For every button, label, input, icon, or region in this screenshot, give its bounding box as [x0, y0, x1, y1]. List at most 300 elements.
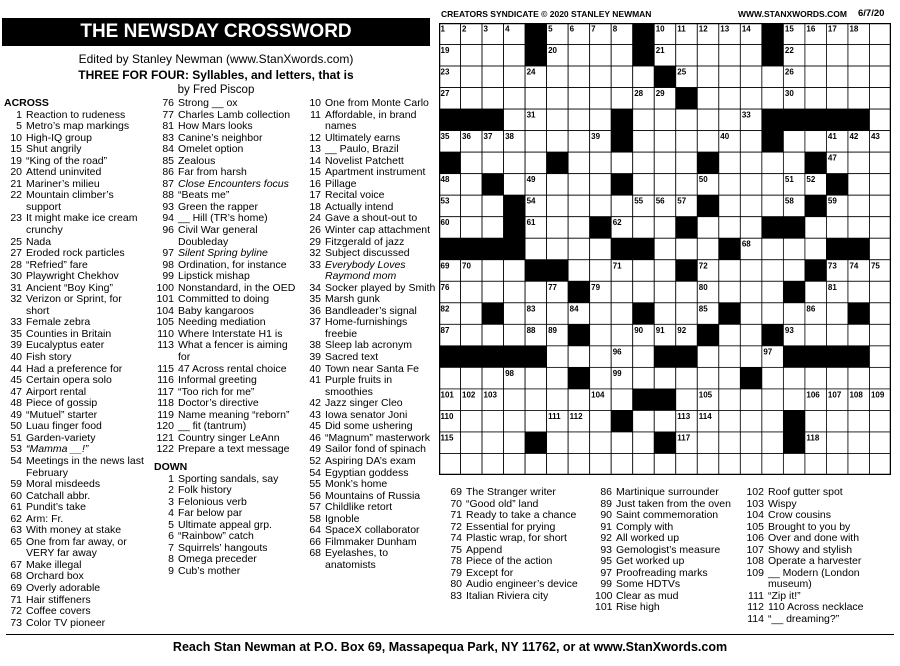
grid-cell[interactable]: [654, 281, 676, 303]
grid-cell[interactable]: [719, 324, 741, 346]
grid-cell[interactable]: [805, 281, 827, 303]
grid-cell[interactable]: [633, 281, 655, 303]
grid-cell[interactable]: [826, 432, 848, 454]
grid-cell[interactable]: [633, 367, 655, 389]
grid-cell[interactable]: [547, 109, 569, 131]
grid-cell[interactable]: [654, 260, 676, 282]
grid-cell[interactable]: [504, 389, 526, 411]
grid-cell[interactable]: [568, 195, 590, 217]
grid-cell[interactable]: [848, 195, 870, 217]
grid-cell[interactable]: [762, 195, 784, 217]
grid-cell[interactable]: [525, 389, 547, 411]
grid-cell[interactable]: [525, 281, 547, 303]
grid-cell[interactable]: [525, 367, 547, 389]
grid-cell[interactable]: [869, 303, 891, 325]
grid-cell[interactable]: [525, 238, 547, 260]
grid-cell[interactable]: [504, 152, 526, 174]
grid-cell[interactable]: [783, 152, 805, 174]
grid-cell[interactable]: [461, 453, 483, 475]
grid-cell[interactable]: [676, 174, 698, 196]
footer-contact: Reach Stan Newman at P.O. Box 69, Massapequa Park, NY 11762, or at www.StanXwords.com: [172, 640, 728, 654]
clue-text: Purple fruits in smoothies: [325, 374, 393, 398]
grid-cell[interactable]: [697, 45, 719, 67]
grid-cell[interactable]: [676, 45, 698, 67]
grid-cell[interactable]: [633, 152, 655, 174]
cell-number: 99: [612, 368, 622, 378]
black-square: [762, 131, 784, 153]
grid-cell[interactable]: [805, 88, 827, 110]
grid-cell[interactable]: [740, 281, 762, 303]
grid-cell[interactable]: [568, 109, 590, 131]
grid-cell[interactable]: [504, 303, 526, 325]
grid-cell[interactable]: [697, 109, 719, 131]
grid-cell[interactable]: [504, 66, 526, 88]
grid-cell[interactable]: [461, 281, 483, 303]
grid-cell[interactable]: [504, 109, 526, 131]
grid-cell[interactable]: [740, 152, 762, 174]
grid-cell[interactable]: [547, 131, 569, 153]
grid-cell[interactable]: [740, 324, 762, 346]
clue-number: 34: [309, 281, 321, 294]
clue-text: Monk’s home: [325, 478, 388, 491]
grid-cell[interactable]: [869, 346, 891, 368]
grid-cell[interactable]: [805, 324, 827, 346]
grid-cell[interactable]: [869, 152, 891, 174]
grid-cell[interactable]: [504, 88, 526, 110]
grid-cell[interactable]: [611, 453, 633, 475]
clue-item: [744, 510, 898, 522]
grid-cell[interactable]: [762, 152, 784, 174]
grid-cell[interactable]: [654, 217, 676, 239]
grid-cell[interactable]: [762, 174, 784, 196]
grid-cell[interactable]: [482, 410, 504, 432]
grid-cell[interactable]: [504, 260, 526, 282]
cell-number: 35: [440, 132, 450, 142]
grid-cell[interactable]: [697, 367, 719, 389]
grid-cell[interactable]: [611, 432, 633, 454]
grid-cell[interactable]: [719, 389, 741, 411]
grid-cell[interactable]: [590, 66, 612, 88]
grid-cell[interactable]: [783, 238, 805, 260]
grid-cell[interactable]: [590, 109, 612, 131]
grid-cell[interactable]: [740, 45, 762, 67]
grid-cell[interactable]: [740, 174, 762, 196]
grid-cell[interactable]: [740, 217, 762, 239]
grid-cell[interactable]: [568, 453, 590, 475]
grid-cell[interactable]: [590, 303, 612, 325]
grid-cell[interactable]: [590, 324, 612, 346]
grid-cell[interactable]: [869, 66, 891, 88]
grid-cell[interactable]: [805, 453, 827, 475]
grid-cell[interactable]: [568, 389, 590, 411]
grid-cell[interactable]: [504, 174, 526, 196]
grid-cell[interactable]: [461, 367, 483, 389]
grid-cell[interactable]: [590, 367, 612, 389]
grid-cell[interactable]: [568, 238, 590, 260]
grid-cell[interactable]: [654, 367, 676, 389]
cell-number: 73: [827, 261, 837, 271]
grid-cell[interactable]: [439, 367, 461, 389]
grid-cell[interactable]: [719, 88, 741, 110]
grid-cell[interactable]: [719, 281, 741, 303]
grid-cell[interactable]: [805, 66, 827, 88]
grid-cell[interactable]: [633, 260, 655, 282]
grid-cell[interactable]: [869, 324, 891, 346]
grid-cell[interactable]: [504, 281, 526, 303]
clue-text: Brought to you by: [768, 520, 851, 533]
grid-cell[interactable]: [869, 432, 891, 454]
grid-cell[interactable]: [547, 346, 569, 368]
grid-cell[interactable]: [848, 152, 870, 174]
grid-cell[interactable]: [504, 432, 526, 454]
grid-cell[interactable]: [590, 410, 612, 432]
grid-cell[interactable]: [482, 324, 504, 346]
grid-cell[interactable]: [762, 260, 784, 282]
grid-cell[interactable]: [697, 66, 719, 88]
grid-cell[interactable]: [697, 238, 719, 260]
grid-cell[interactable]: [525, 131, 547, 153]
grid-cell[interactable]: [482, 152, 504, 174]
clue-text: Sacred text: [325, 351, 379, 364]
grid-cell[interactable]: [482, 453, 504, 475]
grid-cell[interactable]: [848, 453, 870, 475]
grid-cell[interactable]: [633, 410, 655, 432]
grid-cell[interactable]: [482, 367, 504, 389]
grid-cell[interactable]: [482, 195, 504, 217]
grid-cell[interactable]: [719, 432, 741, 454]
grid-cell[interactable]: [568, 66, 590, 88]
black-square: [633, 23, 655, 45]
grid-cell[interactable]: [590, 174, 612, 196]
grid-cell[interactable]: [633, 109, 655, 131]
grid-cell[interactable]: [783, 260, 805, 282]
cell-number: 40: [720, 132, 730, 142]
grid-cell[interactable]: [719, 152, 741, 174]
cell-number: 48: [440, 175, 450, 185]
grid-cell[interactable]: [568, 174, 590, 196]
grid-cell[interactable]: [633, 131, 655, 153]
grid-cell[interactable]: [783, 131, 805, 153]
grid-cell[interactable]: [826, 88, 848, 110]
grid-cell[interactable]: [568, 260, 590, 282]
grid-cell[interactable]: [568, 131, 590, 153]
black-square: [719, 303, 741, 325]
grid-cell[interactable]: [633, 217, 655, 239]
grid-cell[interactable]: [740, 453, 762, 475]
grid-cell[interactable]: [611, 281, 633, 303]
grid-cell[interactable]: [805, 217, 827, 239]
grid-cell[interactable]: [869, 453, 891, 475]
grid-cell[interactable]: [461, 324, 483, 346]
grid-cell[interactable]: [547, 432, 569, 454]
grid-cell[interactable]: [869, 281, 891, 303]
grid-cell[interactable]: [482, 217, 504, 239]
grid-cell[interactable]: [654, 453, 676, 475]
grid-cell[interactable]: [805, 45, 827, 67]
grid-cell[interactable]: [697, 453, 719, 475]
grid-cell[interactable]: [568, 432, 590, 454]
grid-cell[interactable]: [525, 410, 547, 432]
grid-cell[interactable]: [676, 152, 698, 174]
clue-number: 14: [309, 154, 321, 167]
grid-cell[interactable]: [633, 432, 655, 454]
grid-cell[interactable]: [654, 238, 676, 260]
grid-cell[interactable]: [547, 174, 569, 196]
grid-cell[interactable]: [611, 66, 633, 88]
grid-cell[interactable]: [697, 131, 719, 153]
grid-cell[interactable]: [590, 152, 612, 174]
grid-cell[interactable]: [482, 88, 504, 110]
author-byline: by Fred Piscop: [177, 84, 255, 96]
grid-cell[interactable]: [461, 217, 483, 239]
grid-cell[interactable]: [719, 195, 741, 217]
grid-cell[interactable]: [590, 346, 612, 368]
grid-cell[interactable]: [504, 410, 526, 432]
grid-cell[interactable]: [762, 303, 784, 325]
grid-cell[interactable]: [740, 389, 762, 411]
grid-cell[interactable]: [547, 217, 569, 239]
grid-cell[interactable]: [826, 367, 848, 389]
grid-cell[interactable]: [482, 66, 504, 88]
grid-cell[interactable]: [654, 152, 676, 174]
clue-text: Verizon or Sprint, for short: [26, 293, 122, 317]
grid-cell[interactable]: [676, 238, 698, 260]
grid-cell[interactable]: [611, 389, 633, 411]
grid-cell[interactable]: [697, 88, 719, 110]
grid-cell[interactable]: [848, 174, 870, 196]
grid-cell[interactable]: [590, 238, 612, 260]
black-square: [676, 217, 698, 239]
grid-cell[interactable]: [697, 346, 719, 368]
cell-number: 98: [505, 368, 514, 378]
grid-cell[interactable]: [762, 367, 784, 389]
grid-cell[interactable]: [697, 432, 719, 454]
grid-cell[interactable]: [719, 260, 741, 282]
grid-cell[interactable]: [869, 238, 891, 260]
black-square: [740, 367, 762, 389]
grid-cell[interactable]: [740, 410, 762, 432]
black-square: [482, 303, 504, 325]
grid-cell[interactable]: [783, 367, 805, 389]
grid-cell[interactable]: [740, 303, 762, 325]
grid-cell[interactable]: [504, 453, 526, 475]
grid-cell[interactable]: [783, 453, 805, 475]
clue-item: [305, 479, 438, 491]
grid-cell[interactable]: [719, 109, 741, 131]
grid-cell[interactable]: [805, 367, 827, 389]
grid-cell[interactable]: [461, 45, 483, 67]
grid-cell[interactable]: [676, 131, 698, 153]
grid-cell[interactable]: [525, 152, 547, 174]
grid-cell[interactable]: [547, 303, 569, 325]
grid-cell[interactable]: [611, 152, 633, 174]
grid-cell[interactable]: [461, 410, 483, 432]
grid-cell[interactable]: [568, 45, 590, 67]
clue-text: Mountains of Russia: [325, 489, 421, 502]
grid-cell[interactable]: [611, 195, 633, 217]
grid-cell[interactable]: [611, 324, 633, 346]
grid-cell[interactable]: [869, 174, 891, 196]
grid-cell[interactable]: [740, 346, 762, 368]
cell-number: 14: [741, 24, 751, 34]
grid-cell[interactable]: [740, 432, 762, 454]
grid-cell[interactable]: [697, 217, 719, 239]
grid-cell[interactable]: [439, 453, 461, 475]
grid-cell[interactable]: [826, 453, 848, 475]
grid-cell[interactable]: [654, 109, 676, 131]
grid-cell[interactable]: [762, 432, 784, 454]
clue-number: 99: [162, 270, 174, 283]
grid-cell[interactable]: [676, 453, 698, 475]
grid-cell[interactable]: [504, 324, 526, 346]
grid-cell[interactable]: [805, 238, 827, 260]
grid-cell[interactable]: [869, 367, 891, 389]
grid-cell[interactable]: [590, 260, 612, 282]
black-square: [525, 432, 547, 454]
grid-cell[interactable]: [848, 45, 870, 67]
grid-cell[interactable]: [547, 66, 569, 88]
grid-cell[interactable]: [590, 432, 612, 454]
grid-cell[interactable]: [848, 66, 870, 88]
grid-cell[interactable]: [676, 281, 698, 303]
grid-cell[interactable]: [676, 367, 698, 389]
grid-cell[interactable]: [461, 66, 483, 88]
grid-cell[interactable]: [826, 324, 848, 346]
grid-cell[interactable]: [504, 45, 526, 67]
grid-cell[interactable]: [869, 23, 891, 45]
cell-number: 85: [698, 304, 708, 314]
grid-cell[interactable]: [547, 389, 569, 411]
black-square: [590, 217, 612, 239]
grid-cell[interactable]: [590, 45, 612, 67]
grid-cell[interactable]: [762, 281, 784, 303]
grid-cell[interactable]: [654, 174, 676, 196]
grid-cell[interactable]: [869, 45, 891, 67]
grid-cell[interactable]: [719, 174, 741, 196]
grid-cell[interactable]: [633, 453, 655, 475]
grid-cell[interactable]: [590, 453, 612, 475]
grid-cell[interactable]: [826, 303, 848, 325]
grid-cell[interactable]: [719, 45, 741, 67]
grid-cell[interactable]: [762, 410, 784, 432]
clue-number: 39: [10, 339, 22, 352]
clue-text: Piece of the action: [466, 555, 553, 568]
grid-cell[interactable]: [869, 410, 891, 432]
grid-cell[interactable]: [461, 195, 483, 217]
grid-cell[interactable]: [783, 389, 805, 411]
clue-number: 3: [168, 495, 174, 508]
grid-cell[interactable]: [848, 367, 870, 389]
grid-cell[interactable]: [805, 131, 827, 153]
grid-cell[interactable]: [869, 88, 891, 110]
grid-cell[interactable]: [740, 88, 762, 110]
grid-cell[interactable]: [719, 66, 741, 88]
grid-cell[interactable]: [676, 109, 698, 131]
grid-cell[interactable]: [676, 303, 698, 325]
grid-cell[interactable]: [461, 432, 483, 454]
grid-cell[interactable]: [848, 88, 870, 110]
grid-cell[interactable]: [461, 88, 483, 110]
grid-cell[interactable]: [482, 45, 504, 67]
grid-cell[interactable]: [848, 217, 870, 239]
grid-cell[interactable]: [568, 346, 590, 368]
grid-cell[interactable]: [762, 238, 784, 260]
grid-cell[interactable]: [719, 367, 741, 389]
grid-cell[interactable]: [848, 410, 870, 432]
grid-cell[interactable]: [568, 88, 590, 110]
grid-cell[interactable]: [762, 66, 784, 88]
grid-cell[interactable]: [848, 281, 870, 303]
grid-cell[interactable]: [783, 303, 805, 325]
grid-cell[interactable]: [633, 66, 655, 88]
grid-cell[interactable]: [568, 217, 590, 239]
grid-cell[interactable]: [848, 324, 870, 346]
grid-cell[interactable]: [461, 303, 483, 325]
grid-cell[interactable]: [461, 174, 483, 196]
grid-cell[interactable]: [547, 453, 569, 475]
grid-cell[interactable]: [525, 88, 547, 110]
grid-cell[interactable]: [482, 260, 504, 282]
clue-text: What a fencer is aiming for: [178, 339, 288, 364]
grid-cell[interactable]: [762, 389, 784, 411]
cell-number: 88: [526, 325, 536, 335]
grid-cell[interactable]: [611, 303, 633, 325]
grid-cell[interactable]: [654, 303, 676, 325]
grid-cell[interactable]: [719, 346, 741, 368]
grid-cell[interactable]: [869, 195, 891, 217]
grid-cell[interactable]: [719, 217, 741, 239]
grid-cell[interactable]: [826, 66, 848, 88]
grid-cell[interactable]: [762, 453, 784, 475]
black-square: [697, 324, 719, 346]
grid-cell[interactable]: [719, 453, 741, 475]
grid-cell[interactable]: [461, 152, 483, 174]
grid-cell[interactable]: [633, 346, 655, 368]
grid-cell[interactable]: [547, 367, 569, 389]
grid-cell[interactable]: [611, 45, 633, 67]
grid-cell[interactable]: [762, 88, 784, 110]
grid-cell[interactable]: [590, 195, 612, 217]
grid-cell[interactable]: [826, 45, 848, 67]
clue-text: Append: [466, 543, 503, 556]
grid-cell[interactable]: [654, 410, 676, 432]
grid-cell[interactable]: [547, 238, 569, 260]
grid-cell[interactable]: [740, 66, 762, 88]
grid-cell[interactable]: [869, 217, 891, 239]
grid-cell[interactable]: [525, 453, 547, 475]
grid-cell[interactable]: [719, 410, 741, 432]
grid-cell[interactable]: [869, 109, 891, 131]
grid-cell[interactable]: [633, 174, 655, 196]
grid-cell[interactable]: [547, 88, 569, 110]
grid-cell[interactable]: [740, 131, 762, 153]
grid-cell[interactable]: [826, 410, 848, 432]
grid-cell[interactable]: [482, 432, 504, 454]
grid-cell[interactable]: [826, 217, 848, 239]
grid-cell[interactable]: [848, 432, 870, 454]
grid-cell[interactable]: [740, 260, 762, 282]
crossword-grid[interactable]: [439, 23, 891, 475]
grid-cell[interactable]: [568, 152, 590, 174]
grid-cell[interactable]: [547, 195, 569, 217]
grid-cell[interactable]: [654, 131, 676, 153]
grid-cell[interactable]: [611, 88, 633, 110]
grid-cell[interactable]: [482, 281, 504, 303]
grid-cell[interactable]: [805, 410, 827, 432]
grid-cell[interactable]: [740, 195, 762, 217]
grid-cell[interactable]: [590, 88, 612, 110]
grid-cell[interactable]: [676, 389, 698, 411]
